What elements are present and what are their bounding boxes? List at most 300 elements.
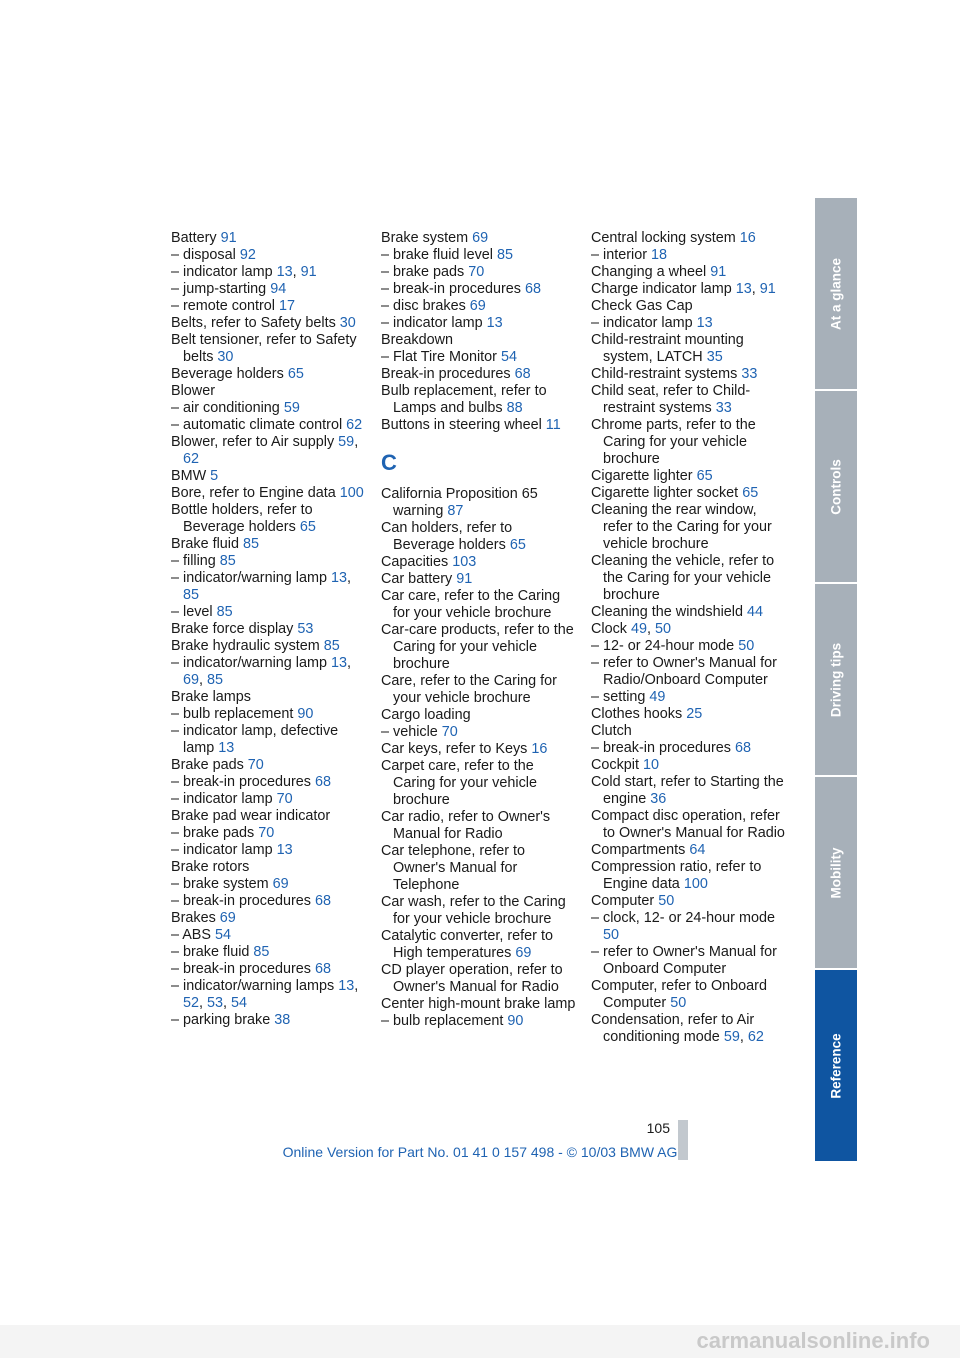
- index-entry: [381, 724, 577, 741]
- page-reference-link[interactable]: 62: [183, 451, 200, 467]
- index-entry: [591, 298, 787, 315]
- index-entry-text: Buttons in steering wheel: [381, 417, 542, 433]
- index-entry-text: – parking brake: [171, 1012, 271, 1028]
- index-entry: [171, 1012, 367, 1029]
- page-reference-link[interactable]: 30: [339, 315, 356, 331]
- index-entry: [591, 417, 787, 468]
- page-reference-link[interactable]: 30: [217, 349, 234, 365]
- index-entry-text: Child-restraint mounting system, LATCH: [591, 332, 744, 365]
- index-entry-text: – bulb replacement: [171, 706, 294, 722]
- index-entry-text: Car telephone, refer to Owner's Manual for Telephone: [381, 843, 525, 893]
- index-section-letter: C: [381, 450, 397, 475]
- page-reference-link[interactable]: 52: [183, 995, 200, 1011]
- index-entry-text: – indicator lamp: [171, 842, 273, 858]
- index-entry-text: – clock, 12- or 24-hour mode: [591, 910, 775, 926]
- index-entry: [171, 944, 367, 961]
- page-reference-link[interactable]: 44: [747, 604, 764, 620]
- index-entry-text: BMW: [171, 468, 207, 484]
- tab-label: Mobility: [828, 847, 844, 898]
- index-entry-text: Brake hydraulic system: [171, 638, 320, 654]
- index-entry-text: Chrome parts, refer to the Caring for your vehicle brochure: [591, 417, 756, 467]
- page-reference-link[interactable]: 65: [299, 519, 316, 535]
- page-reference-link[interactable]: 50: [670, 995, 687, 1011]
- page-reference-link[interactable]: 69: [515, 945, 532, 961]
- page-reference-link[interactable]: 13: [330, 570, 347, 586]
- page-reference-link[interactable]: 16: [739, 230, 756, 246]
- index-entry: [171, 281, 367, 298]
- tab-at-a-glance[interactable]: [815, 198, 857, 389]
- index-entry: [591, 944, 787, 978]
- index-entry: – indicator lamp 13, 91: [171, 264, 317, 280]
- index-entry: [171, 876, 367, 893]
- index-entry-text: – indicator lamp: [591, 315, 693, 331]
- index-entry: [591, 723, 787, 740]
- index-entry: [591, 757, 787, 774]
- index-entry-text: Car care, refer to the Caring for your vehicle brochure: [381, 588, 561, 621]
- page-reference-link[interactable]: 85: [207, 672, 224, 688]
- page-reference-link[interactable]: 50: [603, 927, 620, 943]
- index-entry: [381, 554, 577, 571]
- index-entry-text: – remote control: [171, 298, 275, 314]
- index-entry-text: – brake system: [171, 876, 269, 892]
- page-reference-link[interactable]: 85: [323, 638, 340, 654]
- page-reference-link[interactable]: 59: [283, 400, 300, 416]
- index-entry: [381, 622, 577, 673]
- index-entry: [171, 468, 367, 485]
- index-entry: [171, 383, 367, 400]
- index-entry: [171, 638, 367, 655]
- index-entry-text: – refer to Owner's Manual for Onboard Computer: [591, 944, 777, 977]
- index-entry-text: – refer to Owner's Manual for Radio/Onboard Computer: [591, 655, 777, 688]
- index-entry-text: Car wash, refer to the Caring for your vehicle brochure: [381, 894, 566, 927]
- page-reference-link[interactable]: 68: [315, 774, 332, 790]
- index-entry-text: Charge indicator lamp: [591, 281, 732, 297]
- page-reference-link[interactable]: 90: [297, 706, 314, 722]
- index-entry: [591, 230, 787, 247]
- index-entry-text: – break-in procedures: [171, 774, 311, 790]
- page-reference-link[interactable]: 10: [643, 757, 660, 773]
- page-reference-link[interactable]: 85: [497, 247, 514, 263]
- page-reference-link[interactable]: 103: [452, 554, 477, 570]
- page-reference-link[interactable]: 53: [297, 621, 314, 637]
- index-entry-text: Carpet care, refer to the Caring for your vehicle brochure: [381, 758, 537, 808]
- page-reference-link[interactable]: 85: [253, 944, 270, 960]
- index-entry-text: – brake fluid level: [381, 247, 493, 263]
- index-entry: [591, 383, 787, 417]
- page-reference-link[interactable]: 13: [696, 315, 713, 331]
- index-entry: [381, 588, 577, 622]
- index-entry-text: Cold start, refer to Starting the engine: [591, 774, 784, 807]
- page-reference-link[interactable]: 59: [338, 434, 355, 450]
- index-entry-text: – indicator lamp: [171, 264, 273, 280]
- page-reference-link[interactable]: 69: [183, 672, 200, 688]
- index-entry: [171, 842, 367, 859]
- index-entry-text: Break-in procedures: [381, 366, 511, 382]
- page-reference-link[interactable]: 70: [258, 825, 275, 841]
- page-reference-link[interactable]: 35: [706, 349, 723, 365]
- index-entry-text: Central locking system: [591, 230, 736, 246]
- index-entry: [171, 298, 367, 315]
- index-entry: [171, 808, 367, 825]
- index-entry-text: Care, refer to the Caring for your vehicle brochure: [381, 673, 557, 706]
- index-entry: [591, 910, 787, 944]
- index-entry-text: – indicator lamp, defective lamp: [171, 723, 339, 756]
- page-reference-link[interactable]: 54: [231, 995, 248, 1011]
- index-entry: [171, 825, 367, 842]
- page-reference-link[interactable]: 68: [514, 366, 531, 382]
- index-entry-text: Beverage holders: [171, 366, 284, 382]
- page-reference-link[interactable]: 62: [747, 1029, 764, 1045]
- page-reference-link[interactable]: 59: [723, 1029, 740, 1045]
- index-entry: [381, 383, 577, 417]
- index-entry-text: – jump-starting: [171, 281, 267, 297]
- index-entry: – indicator/warning lamp 13, 69, 85: [171, 655, 351, 688]
- index-entry-text: Cigarette lighter socket: [591, 485, 739, 501]
- page-reference-link[interactable]: 69: [219, 910, 236, 926]
- page-reference-link[interactable]: 33: [741, 366, 758, 382]
- index-entry: [171, 961, 367, 978]
- tab-label: Reference: [828, 1032, 844, 1099]
- index-entry-text: – brake pads: [381, 264, 465, 280]
- index-column-3: [591, 230, 787, 1046]
- index-entry: [171, 366, 367, 383]
- index-entry-text: Blower, refer to Air supply: [171, 434, 335, 450]
- index-entry: [381, 571, 577, 588]
- page-reference-link[interactable]: 13: [276, 264, 293, 280]
- index-entry: [591, 553, 787, 604]
- tab-label: Driving tips: [828, 642, 844, 717]
- page-reference-link[interactable]: 33: [715, 400, 732, 416]
- page-reference-link[interactable]: 65: [509, 537, 526, 553]
- tab-label: At a glance: [828, 257, 844, 330]
- index-entry: [171, 774, 367, 791]
- index-entry-text: Bottle holders, refer to Beverage holders: [171, 502, 313, 535]
- index-entry: – indicator/warning lamps 13, 52, 53, 54: [171, 978, 359, 1011]
- index-entry: – indicator/warning lamp 13, 85: [171, 570, 351, 603]
- page-reference-link[interactable]: 13: [486, 315, 503, 331]
- page-reference-link[interactable]: 49: [630, 621, 647, 637]
- page-reference-link[interactable]: 100: [339, 485, 364, 501]
- footer-text: Online Version for Part No. 01 41 0 157 498 - © 10/03 BMW AG: [282, 1144, 678, 1160]
- index-entry: [381, 315, 577, 332]
- index-entry-text: Car keys, refer to Keys: [381, 741, 528, 757]
- index-entry: [171, 332, 367, 366]
- page-reference-link[interactable]: 70: [441, 724, 458, 740]
- index-entry: [171, 910, 367, 927]
- index-entry: [171, 723, 367, 757]
- index-entry-text: California Proposition 65 warning: [381, 486, 538, 519]
- page-reference-link[interactable]: 92: [239, 247, 256, 263]
- index-entry-text: Brake system: [381, 230, 469, 246]
- index-entry: [171, 893, 367, 910]
- index-entry-text: – indicator lamp: [381, 315, 483, 331]
- page-reference-link[interactable]: 65: [696, 468, 713, 484]
- index-entry-text: Brake lamps: [171, 689, 251, 705]
- page-reference-link[interactable]: 11: [545, 417, 561, 433]
- page-reference-link[interactable]: 16: [531, 741, 548, 757]
- tab-mobility[interactable]: [815, 777, 857, 968]
- page-reference-link[interactable]: 25: [686, 706, 703, 722]
- page-reference-link[interactable]: 94: [270, 281, 287, 297]
- page-reference-link[interactable]: 91: [710, 264, 727, 280]
- index-entry: [381, 486, 577, 520]
- index-entry-text: Bore, refer to Engine data: [171, 485, 336, 501]
- page-reference-link[interactable]: 53: [207, 995, 224, 1011]
- index-entry-text: Capacities: [381, 554, 449, 570]
- index-entry-text: Cleaning the rear window, refer to the Caring for your vehicle brochure: [591, 502, 772, 552]
- page-reference-link[interactable]: 62: [346, 417, 363, 433]
- index-entry-text: Can holders, refer to Beverage holders: [381, 520, 513, 553]
- index-entry-text: – brake pads: [171, 825, 255, 841]
- index-entry: [591, 502, 787, 553]
- index-entry-text: Brake pads: [171, 757, 244, 773]
- index-entry: [591, 740, 787, 757]
- index-entry-text: Compartments: [591, 842, 686, 858]
- index-entry: [591, 842, 787, 859]
- index-entry: [381, 843, 577, 894]
- watermark-bar: [0, 1325, 960, 1358]
- index-entry-text: Cockpit: [591, 757, 639, 773]
- index-entry-text: – setting: [591, 689, 646, 705]
- index-entry: [381, 349, 577, 366]
- index-entry: [591, 638, 787, 655]
- index-entry-text: – disc brakes: [381, 298, 466, 314]
- index-entry: [171, 315, 367, 332]
- index-entry-text: – ABS: [171, 927, 212, 943]
- page-reference-link[interactable]: 65: [742, 485, 759, 501]
- page-reference-link[interactable]: 50: [738, 638, 755, 654]
- index-entry: [591, 315, 787, 332]
- page-reference-link[interactable]: 54: [500, 349, 517, 365]
- index-entry: [591, 893, 787, 910]
- index-entry-text: Center high-mount brake lamp: [381, 996, 576, 1012]
- index-entry-text: Belt tensioner, refer to Safety belts: [171, 332, 357, 365]
- section-tabs: [815, 198, 857, 1160]
- index-entry-text: – break-in procedures: [591, 740, 731, 756]
- page-reference-link[interactable]: 91: [300, 264, 317, 280]
- index-entry: [171, 417, 367, 434]
- index-entry: [381, 417, 577, 434]
- index-entry-text: – disposal: [171, 247, 236, 263]
- index-entry: [381, 928, 577, 962]
- index-entry-text: Battery: [171, 230, 217, 246]
- page-reference-link[interactable]: 68: [315, 961, 332, 977]
- page-reference-link[interactable]: 68: [525, 281, 542, 297]
- index-entry: [381, 332, 577, 349]
- tab-reference[interactable]: [815, 970, 857, 1161]
- page-reference-link[interactable]: 36: [650, 791, 667, 807]
- index-entry: [171, 536, 367, 553]
- index-entry-text: – automatic climate control: [171, 417, 343, 433]
- index-entry: [171, 621, 367, 638]
- index-entry-text: Cigarette lighter: [591, 468, 693, 484]
- index-entry-text: Computer, refer to Onboard Computer: [591, 978, 767, 1011]
- index-entry-text: Brake fluid: [171, 536, 239, 552]
- index-entry-text: Cleaning the windshield: [591, 604, 744, 620]
- index-entry-text: – 12- or 24-hour mode: [591, 638, 735, 654]
- page-reference-link[interactable]: 91: [759, 281, 776, 297]
- index-entry-text: Changing a wheel: [591, 264, 707, 280]
- index-entry: [591, 468, 787, 485]
- page-reference-link[interactable]: 69: [472, 230, 489, 246]
- index-entry: [381, 264, 577, 281]
- index-entry: [171, 247, 367, 264]
- index-entry-text: – brake fluid: [171, 944, 250, 960]
- page-reference-link[interactable]: 13: [735, 281, 752, 297]
- index-entry-text: Check Gas Cap: [591, 298, 693, 314]
- index-entry-text: – filling: [171, 553, 216, 569]
- index-entry: [381, 366, 577, 383]
- index-entry-text: Blower: [171, 383, 215, 399]
- page-reference-link[interactable]: 85: [183, 587, 200, 603]
- index-entry-text: – vehicle: [381, 724, 438, 740]
- page-reference-link[interactable]: 13: [330, 655, 347, 671]
- index-entry: Condensation, refer to Air conditioning mode 59, 62: [591, 1012, 764, 1045]
- index-entry: [381, 758, 577, 809]
- index-entry-text: – break-in procedures: [381, 281, 521, 297]
- index-entry: [381, 281, 577, 298]
- index-entry-text: Brakes: [171, 910, 216, 926]
- page-reference-link[interactable]: 70: [247, 757, 264, 773]
- index-entry-text: Child-restraint systems: [591, 366, 738, 382]
- index-entry: [171, 791, 367, 808]
- page-reference-link[interactable]: 87: [447, 503, 464, 519]
- page-reference-link[interactable]: 65: [287, 366, 304, 382]
- page-reference-link[interactable]: 88: [506, 400, 523, 416]
- index-entry-text: Belts, refer to Safety belts: [171, 315, 336, 331]
- index-entry: [171, 689, 367, 706]
- index-entry-text: – indicator/warning lamps: [171, 978, 335, 994]
- page-reference-link[interactable]: 69: [469, 298, 486, 314]
- page-reference-link[interactable]: 70: [276, 791, 293, 807]
- index-entry: [591, 604, 787, 621]
- index-entry: [381, 996, 577, 1013]
- index-entry: [591, 774, 787, 808]
- page-reference-link[interactable]: 50: [655, 621, 672, 637]
- index-entry: [591, 655, 787, 689]
- index-entry-text: Cargo loading: [381, 707, 471, 723]
- page-reference-link[interactable]: 85: [243, 536, 260, 552]
- page-reference-link[interactable]: 68: [315, 893, 332, 909]
- index-entry: [381, 247, 577, 264]
- page-reference-link[interactable]: 91: [220, 230, 237, 246]
- index-entry: [591, 366, 787, 383]
- index-column-1: [171, 230, 367, 1029]
- index-entry-text: – indicator/warning lamp: [171, 570, 327, 586]
- index-entry-text: Catalytic converter, refer to High temperatures: [381, 928, 553, 961]
- index-entry-text: Computer: [591, 893, 655, 909]
- index-entry: Blower, refer to Air supply 59, 62: [171, 434, 359, 467]
- page-reference-link[interactable]: 85: [219, 553, 236, 569]
- page-reference-link[interactable]: 100: [683, 876, 708, 892]
- tab-driving-tips[interactable]: [815, 584, 857, 775]
- index-entry: [381, 962, 577, 996]
- index-entry: [171, 859, 367, 876]
- page-reference-link[interactable]: 17: [278, 298, 295, 314]
- index-entry: [171, 485, 367, 502]
- page-reference-link[interactable]: 64: [689, 842, 706, 858]
- index-entry: [171, 604, 367, 621]
- page-reference-link[interactable]: 50: [658, 893, 675, 909]
- page-reference-link[interactable]: 49: [649, 689, 666, 705]
- index-entry: [591, 978, 787, 1012]
- index-entry: [591, 332, 787, 366]
- page-reference-link[interactable]: 85: [216, 604, 233, 620]
- page-reference-link[interactable]: 91: [456, 571, 473, 587]
- index-entry: [171, 400, 367, 417]
- index-entry: [381, 520, 577, 554]
- index-entry: [171, 553, 367, 570]
- index-entry: [171, 927, 367, 944]
- page-reference-link[interactable]: 5: [210, 468, 219, 484]
- index-entry-text: – air conditioning: [171, 400, 280, 416]
- index-column-2: [381, 230, 577, 1030]
- index-entry: [591, 808, 787, 842]
- page-reference-link[interactable]: 90: [507, 1013, 524, 1029]
- index-entry-text: – break-in procedures: [171, 961, 311, 977]
- page-reference-link[interactable]: 38: [274, 1012, 291, 1028]
- index-entry-text: – indicator lamp: [171, 791, 273, 807]
- index-entry-text: Car radio, refer to Owner's Manual for Radio: [381, 809, 551, 842]
- index-entry-text: Breakdown: [381, 332, 453, 348]
- page-reference-link[interactable]: 68: [735, 740, 752, 756]
- index-entry-text: Clutch: [591, 723, 632, 739]
- index-entry: [381, 298, 577, 315]
- index-entry: [381, 707, 577, 724]
- page-number: 105: [646, 1120, 670, 1136]
- index-entry: [171, 230, 367, 247]
- index-entry: [381, 809, 577, 843]
- index-entry-text: Compact disc operation, refer to Owner's Manual for Radio: [591, 808, 785, 841]
- index-entry-text: – Flat Tire Monitor: [381, 349, 497, 365]
- index-entry-text: Bulb replacement, refer to Lamps and bulbs: [381, 383, 547, 416]
- index-entry: [381, 894, 577, 928]
- index-entry-text: CD player operation, refer to Owner's Manual for Radio: [381, 962, 563, 995]
- index-entry: [591, 264, 787, 281]
- watermark-text: carmanualsonline.info: [696, 1328, 930, 1353]
- tab-label: Controls: [828, 458, 844, 515]
- page-reference-link[interactable]: 69: [272, 876, 289, 892]
- index-entry-text: Condensation, refer to Air conditioning mode: [591, 1012, 755, 1045]
- index-entry: [381, 673, 577, 707]
- index-entry-text: Compression ratio, refer to Engine data: [591, 859, 762, 892]
- index-entry-text: Child seat, refer to Child-restraint systems: [591, 383, 751, 416]
- page-reference-link[interactable]: 18: [651, 247, 668, 263]
- index-entry: Clock 49, 50: [591, 621, 672, 637]
- index-entry: [591, 859, 787, 893]
- page-reference-link[interactable]: 13: [276, 842, 293, 858]
- index-entry-text: Brake rotors: [171, 859, 250, 875]
- page-reference-link[interactable]: 70: [468, 264, 485, 280]
- page-reference-link[interactable]: 13: [338, 978, 355, 994]
- index-entry: [171, 706, 367, 723]
- index-entry-text: – level: [171, 604, 213, 620]
- page-reference-link[interactable]: 54: [215, 927, 232, 943]
- index-entry-text: Cleaning the vehicle, refer to the Caring for your vehicle brochure: [591, 553, 775, 603]
- tab-controls[interactable]: [815, 391, 857, 582]
- index-entry-text: Clock: [591, 621, 627, 637]
- page-reference-link[interactable]: 13: [218, 740, 235, 756]
- index-entry-text: Brake force display: [171, 621, 294, 637]
- index-entry: [591, 247, 787, 264]
- index-entry: [171, 502, 367, 536]
- index-entry-text: – bulb replacement: [381, 1013, 504, 1029]
- index-entry: [381, 230, 577, 247]
- index-entry: [591, 485, 787, 502]
- index-entry-text: Car-care products, refer to the Caring for your vehicle brochure: [381, 622, 574, 672]
- index-entry: [381, 1013, 577, 1030]
- index-entry: [171, 757, 367, 774]
